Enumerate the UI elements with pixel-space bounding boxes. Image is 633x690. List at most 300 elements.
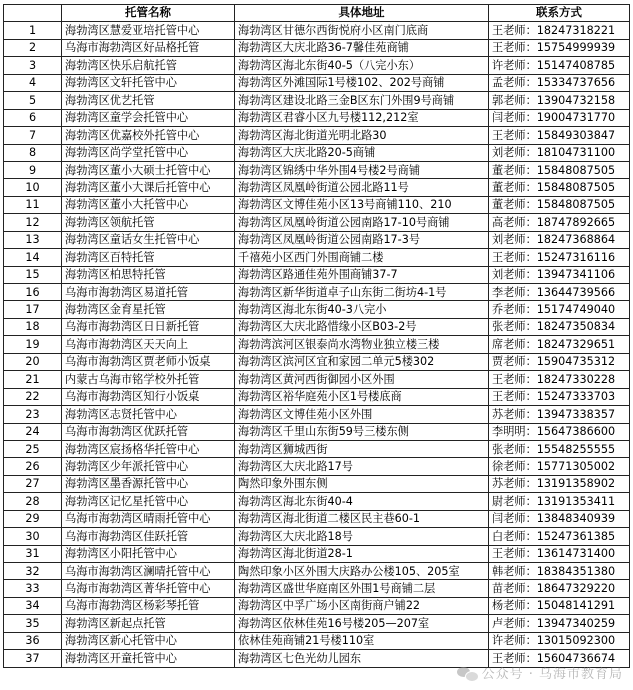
contact-separator: ： bbox=[525, 477, 537, 491]
contact-phone: 15848087505 bbox=[536, 180, 616, 194]
address: 陶然印象外围东侧 bbox=[235, 475, 489, 492]
address: 海勃湾区凤凰岭街道公园南路17-10号商铺 bbox=[235, 214, 489, 231]
childcare-name: 海勃湾区董小大托管中心 bbox=[62, 196, 235, 213]
contact-cell bbox=[489, 580, 630, 597]
table-row bbox=[4, 440, 630, 457]
contact-phone: 13848340939 bbox=[536, 512, 616, 526]
contact-phone: 19004731770 bbox=[536, 111, 616, 125]
table-row bbox=[4, 458, 630, 475]
contact-phone: 15174749040 bbox=[536, 303, 616, 317]
contact-phone: 13015092300 bbox=[536, 634, 616, 648]
address: 海勃湾区锦绣中华外围4号楼2号商铺 bbox=[235, 161, 489, 178]
contact-phone: 15848087505 bbox=[536, 163, 616, 177]
address: 海勃湾区凤凰岭街道公园南路17-3号 bbox=[235, 231, 489, 248]
contact-separator: ： bbox=[525, 111, 537, 125]
address: 海勃湾区大庆北路36-7馨佳苑商铺 bbox=[235, 39, 489, 56]
row-index: 33 bbox=[4, 580, 62, 597]
row-index: 13 bbox=[4, 231, 62, 248]
row-index: 24 bbox=[4, 423, 62, 440]
table-row bbox=[4, 371, 630, 388]
childcare-name: 乌海市海勃湾区易道托管 bbox=[62, 284, 235, 301]
table-body bbox=[4, 22, 630, 667]
address: 海勃湾区七色光幼儿园东 bbox=[235, 650, 489, 667]
address: 陶然印象小区外围大庆路办公楼105、205室 bbox=[235, 563, 489, 580]
contact-person: 苗老师 bbox=[492, 582, 526, 596]
contact-separator: ： bbox=[525, 547, 537, 561]
contact-person: 王老师 bbox=[492, 24, 526, 38]
row-index: 8 bbox=[4, 144, 62, 161]
row-index: 22 bbox=[4, 388, 62, 405]
contact-cell bbox=[489, 545, 630, 562]
childcare-name: 海勃湾区文轩托管中心 bbox=[62, 74, 235, 91]
contact-person: 王老师 bbox=[492, 128, 526, 142]
row-index: 2 bbox=[4, 39, 62, 56]
contact-separator: ： bbox=[525, 233, 537, 247]
table-row bbox=[4, 528, 630, 545]
contact-phone: 15771305002 bbox=[536, 459, 616, 473]
table-row bbox=[4, 266, 630, 283]
address: 海勃湾区中孚广场小区南街商户铺22 bbox=[235, 597, 489, 614]
contact-phone: 18247318221 bbox=[536, 24, 616, 38]
contact-person: 高老师 bbox=[492, 215, 526, 229]
childcare-name: 乌海市海勃湾区晴雨托管中心 bbox=[62, 510, 235, 527]
contact-person: 王老师 bbox=[492, 390, 526, 404]
childcare-name: 海勃湾区志贤托管中心 bbox=[62, 406, 235, 423]
contact-cell bbox=[489, 109, 630, 126]
contact-person: 徐老师 bbox=[492, 459, 526, 473]
contact-person: 苏老师 bbox=[492, 477, 526, 491]
table-row bbox=[4, 615, 630, 632]
contact-phone: 15247333703 bbox=[536, 390, 616, 404]
contact-separator: ： bbox=[525, 180, 537, 194]
contact-cell bbox=[489, 423, 630, 440]
contact-separator: ： bbox=[525, 425, 537, 439]
contact-phone: 18384351380 bbox=[536, 564, 616, 578]
contact-cell bbox=[489, 493, 630, 510]
address: 依林佳苑商铺21号楼110室 bbox=[235, 632, 489, 649]
table-row bbox=[4, 249, 630, 266]
contact-cell bbox=[489, 440, 630, 457]
address: 海勃湾区大庆北路惜缘小区B03-2号 bbox=[235, 318, 489, 335]
contact-cell bbox=[489, 231, 630, 248]
contact-person: 席老师 bbox=[492, 337, 526, 351]
address: 海勃湾区千里山东街59号三楼东侧 bbox=[235, 423, 489, 440]
table-row bbox=[4, 406, 630, 423]
address: 海勃湾区外滩国际1号楼102、202号商铺 bbox=[235, 74, 489, 91]
row-index: 36 bbox=[4, 632, 62, 649]
childcare-name: 海勃湾区少年派托管中心 bbox=[62, 458, 235, 475]
contact-phone: 15604736674 bbox=[536, 651, 616, 665]
childcare-name: 海勃湾区金育星托管 bbox=[62, 301, 235, 318]
contact-separator: ： bbox=[525, 24, 537, 38]
contact-separator: ： bbox=[525, 582, 537, 596]
row-index: 29 bbox=[4, 510, 62, 527]
row-index: 11 bbox=[4, 196, 62, 213]
contact-cell bbox=[489, 22, 630, 39]
table-row bbox=[4, 92, 630, 109]
childcare-name: 乌海市海勃湾区知行小饭桌 bbox=[62, 388, 235, 405]
contact-person: 王老师 bbox=[492, 651, 526, 665]
contact-person: 韩老师 bbox=[492, 564, 526, 578]
contact-phone: 13947340259 bbox=[536, 616, 616, 630]
contact-separator: ： bbox=[525, 268, 537, 282]
childcare-name: 乌海市海勃湾区贾老师小饭桌 bbox=[62, 353, 235, 370]
address: 海勃湾区文博佳苑小区外围 bbox=[235, 406, 489, 423]
contact-cell bbox=[489, 406, 630, 423]
contact-phone: 15247316116 bbox=[536, 250, 616, 264]
contact-phone: 15849303847 bbox=[536, 128, 616, 142]
address: 海勃湾区滨河区宜和家园二单元5楼302 bbox=[235, 353, 489, 370]
childcare-name: 海勃湾区领航托管 bbox=[62, 214, 235, 231]
contact-person: 郭老师 bbox=[492, 93, 526, 107]
contact-separator: ： bbox=[525, 93, 537, 107]
childcare-name: 海勃湾区童学会托管中心 bbox=[62, 109, 235, 126]
contact-phone: 18104731100 bbox=[536, 146, 616, 160]
contact-cell bbox=[489, 92, 630, 109]
contact-phone: 18247329651 bbox=[536, 337, 616, 351]
childcare-name: 乌海市海勃湾区优跃托管 bbox=[62, 423, 235, 440]
contact-phone: 15147408785 bbox=[536, 58, 616, 72]
contact-phone: 13614731400 bbox=[536, 547, 616, 561]
childcare-name: 海勃湾区优艺托管 bbox=[62, 92, 235, 109]
row-index: 35 bbox=[4, 615, 62, 632]
contact-person: 李明明 bbox=[492, 425, 526, 439]
row-index: 1 bbox=[4, 22, 62, 39]
contact-cell bbox=[489, 214, 630, 231]
contact-phone: 18247330228 bbox=[536, 372, 616, 386]
header-contact: 联系方式 bbox=[489, 5, 630, 22]
row-index: 3 bbox=[4, 57, 62, 74]
contact-person: 乔老师 bbox=[492, 303, 526, 317]
contact-phone: 18747892665 bbox=[536, 215, 616, 229]
childcare-name: 海勃湾区记忆星托管中心 bbox=[62, 493, 235, 510]
contact-cell bbox=[489, 127, 630, 144]
table-row bbox=[4, 22, 630, 39]
childcare-name: 海勃湾区慧爱亚培托管中心 bbox=[62, 22, 235, 39]
address: 海勃湾区文博佳苑小区13号商铺110、210 bbox=[235, 196, 489, 213]
contact-cell bbox=[489, 266, 630, 283]
contact-person: 董老师 bbox=[492, 180, 526, 194]
contact-cell bbox=[489, 336, 630, 353]
row-index: 34 bbox=[4, 597, 62, 614]
contact-separator: ： bbox=[525, 564, 537, 578]
childcare-name: 乌海市海勃湾区佳跃托管 bbox=[62, 528, 235, 545]
row-index: 25 bbox=[4, 440, 62, 457]
row-index: 31 bbox=[4, 545, 62, 562]
contact-person: 贾老师 bbox=[492, 355, 526, 369]
table-row bbox=[4, 475, 630, 492]
childcare-name: 海勃湾区开童托管中心 bbox=[62, 650, 235, 667]
contact-separator: ： bbox=[525, 529, 537, 543]
contact-cell bbox=[489, 39, 630, 56]
childcare-name: 海勃湾区优嘉校外托管中心 bbox=[62, 127, 235, 144]
row-index: 16 bbox=[4, 284, 62, 301]
childcare-name: 海勃湾区童话女生托管中心 bbox=[62, 231, 235, 248]
contact-person: 李老师 bbox=[492, 285, 526, 299]
childcare-name: 乌海市海勃湾区澜晴托管中心 bbox=[62, 563, 235, 580]
childcare-name: 海勃湾区墨香源托管中心 bbox=[62, 475, 235, 492]
childcare-name: 乌海市海勃湾区好品格托管 bbox=[62, 39, 235, 56]
contact-separator: ： bbox=[525, 512, 537, 526]
address: 海勃湾区狮城西街 bbox=[235, 440, 489, 457]
contact-person: 孟老师 bbox=[492, 76, 526, 90]
contact-person: 董老师 bbox=[492, 198, 526, 212]
contact-person: 苏老师 bbox=[492, 407, 526, 421]
contact-phone: 18647329220 bbox=[536, 582, 616, 596]
contact-cell bbox=[489, 301, 630, 318]
contact-separator: ： bbox=[525, 41, 537, 55]
row-index: 15 bbox=[4, 266, 62, 283]
contact-cell bbox=[489, 57, 630, 74]
row-index: 18 bbox=[4, 318, 62, 335]
table-row bbox=[4, 301, 630, 318]
contact-phone: 13644739566 bbox=[536, 285, 616, 299]
address: 海勃湾区依林佳苑16号楼205—207室 bbox=[235, 615, 489, 632]
contact-person: 刘老师 bbox=[492, 233, 526, 247]
contact-person: 张老师 bbox=[492, 320, 526, 334]
childcare-name: 海勃湾区百特托管 bbox=[62, 249, 235, 266]
table-row bbox=[4, 57, 630, 74]
contact-person: 张老师 bbox=[492, 442, 526, 456]
table-row bbox=[4, 74, 630, 91]
contact-separator: ： bbox=[525, 651, 537, 665]
contact-cell bbox=[489, 388, 630, 405]
row-index: 28 bbox=[4, 493, 62, 510]
contact-person: 闫老师 bbox=[492, 512, 526, 526]
contact-separator: ： bbox=[525, 215, 537, 229]
row-index: 17 bbox=[4, 301, 62, 318]
contact-person: 闫老师 bbox=[492, 111, 526, 125]
contact-separator: ： bbox=[525, 390, 537, 404]
table-row bbox=[4, 388, 630, 405]
childcare-name: 海勃湾区新起点托管 bbox=[62, 615, 235, 632]
contact-cell bbox=[489, 284, 630, 301]
row-index: 12 bbox=[4, 214, 62, 231]
address: 海勃湾滨河区银泰尚水湾物业独立楼三楼 bbox=[235, 336, 489, 353]
contact-person: 董老师 bbox=[492, 163, 526, 177]
address: 海勃湾区黄河西街御园小区外围 bbox=[235, 371, 489, 388]
contact-person: 王老师 bbox=[492, 547, 526, 561]
contact-cell bbox=[489, 179, 630, 196]
childcare-name: 海勃湾区董小大课后托管中心 bbox=[62, 179, 235, 196]
table-row bbox=[4, 597, 630, 614]
childcare-name: 海勃湾区快乐启航托管 bbox=[62, 57, 235, 74]
row-index: 10 bbox=[4, 179, 62, 196]
table-row bbox=[4, 144, 630, 161]
address: 海勃湾区大庆北路17号 bbox=[235, 458, 489, 475]
contact-separator: ： bbox=[525, 337, 537, 351]
contact-cell bbox=[489, 196, 630, 213]
contact-cell bbox=[489, 74, 630, 91]
childcare-roster-table bbox=[3, 4, 630, 668]
row-index: 37 bbox=[4, 650, 62, 667]
contact-phone: 15848087505 bbox=[536, 198, 616, 212]
address: 海勃湾区建设北路三金B区东门外围9号商铺 bbox=[235, 92, 489, 109]
contact-separator: ： bbox=[525, 634, 537, 648]
table-row bbox=[4, 214, 630, 231]
contact-phone: 13191358902 bbox=[536, 477, 616, 491]
address: 海勃湾区新华街道卓子山东街二街坊4-1号 bbox=[235, 284, 489, 301]
table-row bbox=[4, 318, 630, 335]
contact-separator: ： bbox=[525, 250, 537, 264]
table-row bbox=[4, 39, 630, 56]
contact-separator: ： bbox=[525, 285, 537, 299]
contact-person: 杨老师 bbox=[492, 599, 526, 613]
table-row bbox=[4, 545, 630, 562]
row-index: 19 bbox=[4, 336, 62, 353]
address: 海勃湾区海北街道二楼区民主巷60-1 bbox=[235, 510, 489, 527]
childcare-name: 海勃湾区柏思特托管 bbox=[62, 266, 235, 283]
contact-phone: 13904732158 bbox=[536, 93, 616, 107]
table-row bbox=[4, 650, 630, 667]
contact-separator: ： bbox=[525, 442, 537, 456]
address: 海勃湾区海北东街40-3八完小 bbox=[235, 301, 489, 318]
address: 海勃湾区甘德尔西街悦府小区南门底商 bbox=[235, 22, 489, 39]
watermark-text: 公众号 · 乌海市教育局 bbox=[481, 667, 623, 682]
contact-cell bbox=[489, 615, 630, 632]
childcare-name: 海勃湾区尚学堂托管中心 bbox=[62, 144, 235, 161]
address: 海勃湾区君睿小区九号楼112,212室 bbox=[235, 109, 489, 126]
childcare-name: 海勃湾区新心托管中心 bbox=[62, 632, 235, 649]
contact-separator: ： bbox=[525, 494, 537, 508]
table-row bbox=[4, 423, 630, 440]
contact-separator: ： bbox=[525, 303, 537, 317]
contact-separator: ： bbox=[525, 58, 537, 72]
contact-person: 尉老师 bbox=[492, 494, 526, 508]
header-address: 具体地址 bbox=[235, 5, 489, 22]
contact-phone: 15334737656 bbox=[536, 76, 616, 90]
contact-phone: 15548255555 bbox=[536, 442, 616, 456]
address: 海勃湾区大庆北路20-5商铺 bbox=[235, 144, 489, 161]
row-index: 23 bbox=[4, 406, 62, 423]
contact-separator: ： bbox=[525, 128, 537, 142]
row-index: 32 bbox=[4, 563, 62, 580]
contact-cell bbox=[489, 318, 630, 335]
contact-phone: 13947338357 bbox=[536, 407, 616, 421]
contact-phone: 15754999939 bbox=[536, 41, 616, 55]
contact-cell bbox=[489, 249, 630, 266]
contact-person: 王老师 bbox=[492, 372, 526, 386]
contact-phone: 15647386600 bbox=[536, 425, 616, 439]
contact-separator: ： bbox=[525, 198, 537, 212]
contact-cell bbox=[489, 510, 630, 527]
row-index: 21 bbox=[4, 371, 62, 388]
contact-cell bbox=[489, 475, 630, 492]
contact-cell bbox=[489, 597, 630, 614]
contact-person: 刘老师 bbox=[492, 268, 526, 282]
contact-phone: 13947341106 bbox=[536, 268, 616, 282]
table-row bbox=[4, 127, 630, 144]
contact-cell bbox=[489, 632, 630, 649]
contact-person: 刘老师 bbox=[492, 146, 526, 160]
row-index: 6 bbox=[4, 109, 62, 126]
contact-separator: ： bbox=[525, 372, 537, 386]
table-header-row bbox=[4, 5, 630, 22]
contact-cell bbox=[489, 161, 630, 178]
table-row bbox=[4, 353, 630, 370]
contact-cell bbox=[489, 353, 630, 370]
contact-person: 白老师 bbox=[492, 529, 526, 543]
contact-separator: ： bbox=[525, 599, 537, 613]
contact-separator: ： bbox=[525, 459, 537, 473]
childcare-name: 内蒙古乌海市铭学校外托管 bbox=[62, 371, 235, 388]
contact-separator: ： bbox=[525, 616, 537, 630]
row-index: 5 bbox=[4, 92, 62, 109]
address: 海勃湾区盛世华庭南区外围1号商铺二层 bbox=[235, 580, 489, 597]
row-index: 30 bbox=[4, 528, 62, 545]
table-row bbox=[4, 161, 630, 178]
table-row bbox=[4, 284, 630, 301]
contact-phone: 15048141291 bbox=[536, 599, 616, 613]
address: 海勃湾区凤凰岭街道公园北路11号 bbox=[235, 179, 489, 196]
contact-phone: 15904735312 bbox=[536, 355, 616, 369]
table-row bbox=[4, 196, 630, 213]
table-row bbox=[4, 580, 630, 597]
address: 海勃湾区路通佳苑外围商铺37-7 bbox=[235, 266, 489, 283]
contact-person: 许老师 bbox=[492, 58, 526, 72]
contact-person: 王老师 bbox=[492, 250, 526, 264]
childcare-name: 乌海市海勃湾区日日新托管 bbox=[62, 318, 235, 335]
address: 海勃湾区海北街道光明北路30 bbox=[235, 127, 489, 144]
contact-separator: ： bbox=[525, 163, 537, 177]
contact-person: 王老师 bbox=[492, 41, 526, 55]
contact-separator: ： bbox=[525, 146, 537, 160]
table-row bbox=[4, 563, 630, 580]
contact-person: 许老师 bbox=[492, 634, 526, 648]
address: 海勃湾区裕华庭苑小区1号楼底商 bbox=[235, 388, 489, 405]
header-name: 托管名称 bbox=[62, 5, 235, 22]
address: 海勃湾区大庆北路18号 bbox=[235, 528, 489, 545]
table-row bbox=[4, 179, 630, 196]
contact-cell bbox=[489, 371, 630, 388]
childcare-name: 乌海市海勃湾区天天向上 bbox=[62, 336, 235, 353]
contact-separator: ： bbox=[525, 76, 537, 90]
contact-cell bbox=[489, 528, 630, 545]
table-row bbox=[4, 493, 630, 510]
table-row bbox=[4, 510, 630, 527]
contact-phone: 18247350834 bbox=[536, 320, 616, 334]
contact-person: 卢老师 bbox=[492, 616, 526, 630]
table-row bbox=[4, 109, 630, 126]
table-row bbox=[4, 336, 630, 353]
address: 海勃湾区海北东街40-5（八完小东） bbox=[235, 57, 489, 74]
contact-cell bbox=[489, 563, 630, 580]
childcare-name: 乌海市海勃湾区菁华托管中心 bbox=[62, 580, 235, 597]
contact-separator: ： bbox=[525, 320, 537, 334]
contact-phone: 13191353411 bbox=[536, 494, 616, 508]
row-index: 14 bbox=[4, 249, 62, 266]
row-index: 27 bbox=[4, 475, 62, 492]
row-index: 9 bbox=[4, 161, 62, 178]
contact-separator: ： bbox=[525, 355, 537, 369]
contact-separator: ： bbox=[525, 407, 537, 421]
header-index bbox=[4, 5, 62, 22]
address: 海勃湾区海北东街40-4 bbox=[235, 493, 489, 510]
childcare-name: 海勃湾区董小大硕士托管中心 bbox=[62, 161, 235, 178]
contact-cell bbox=[489, 458, 630, 475]
contact-cell bbox=[489, 650, 630, 667]
contact-cell bbox=[489, 144, 630, 161]
childcare-name: 海勃湾区宸扬格华托管中心 bbox=[62, 440, 235, 457]
row-index: 26 bbox=[4, 458, 62, 475]
address: 千禧苑小区西门外围商铺二楼 bbox=[235, 249, 489, 266]
table-row bbox=[4, 231, 630, 248]
address: 海勃湾区海北街道28-1 bbox=[235, 545, 489, 562]
contact-phone: 15247361385 bbox=[536, 529, 616, 543]
row-index: 4 bbox=[4, 74, 62, 91]
childcare-name: 海勃湾区小阳托管中心 bbox=[62, 545, 235, 562]
row-index: 7 bbox=[4, 127, 62, 144]
